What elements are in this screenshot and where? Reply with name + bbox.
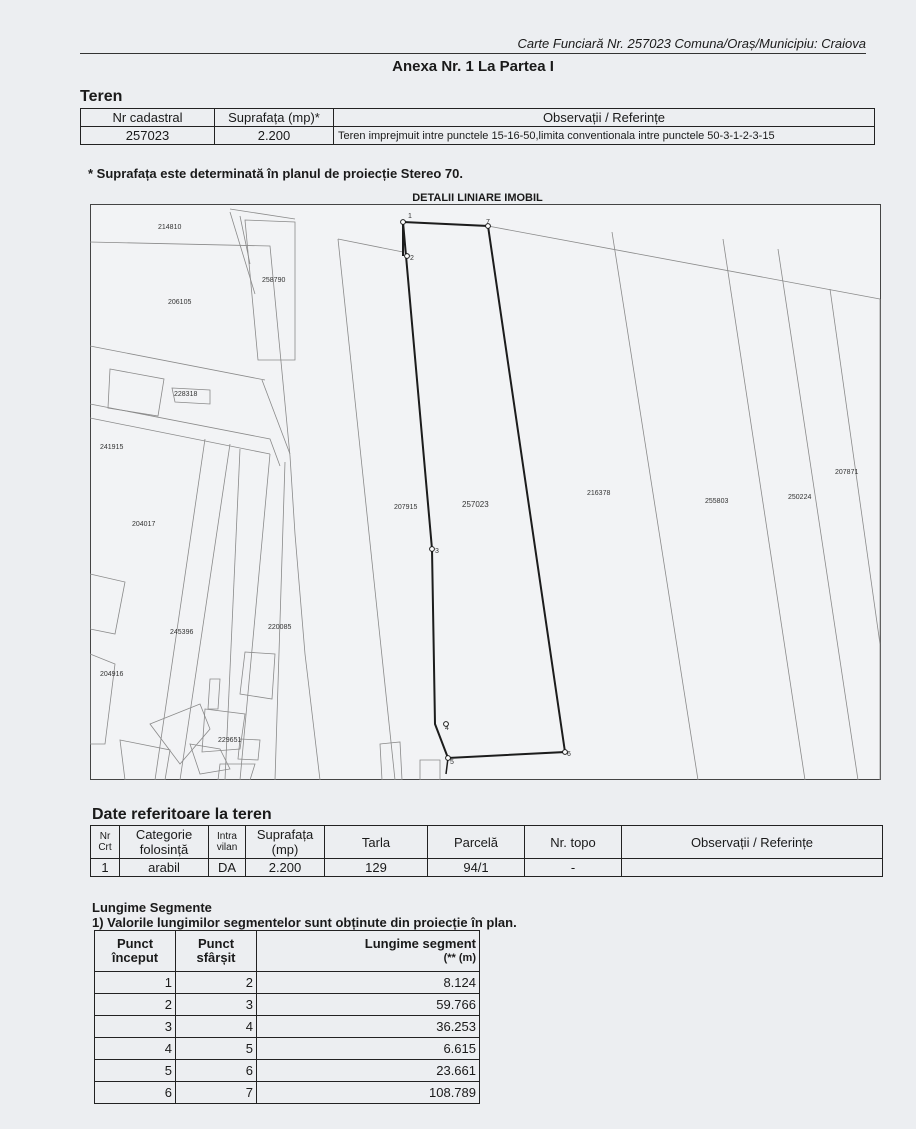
seg-length: 6.615 xyxy=(257,1038,480,1060)
table-row xyxy=(95,972,480,994)
seg-start: 4 xyxy=(95,1038,176,1060)
seg-length: 59.766 xyxy=(257,994,480,1016)
seg-start: 6 xyxy=(95,1082,176,1104)
surface-note: * Suprafața este determinată în planul de proiecție Stereo 70. xyxy=(88,166,463,181)
parcel-label-206105: 206105 xyxy=(168,299,192,306)
parcel-label-204017: 204017 xyxy=(132,521,156,528)
segmente-subtitle: 1) Valorile lungimilor segmentelor sunt obținute din proiecție în plan. xyxy=(92,915,517,930)
parcel-label-250224: 250224 xyxy=(788,494,812,501)
point-label-3: 3 xyxy=(435,548,439,555)
col-observatii: Observații / Referințe xyxy=(334,109,875,127)
seg-length: 8.124 xyxy=(257,972,480,994)
cadastral-map xyxy=(90,204,881,780)
table-row xyxy=(95,1038,480,1060)
parcel-label-229651: 229651 xyxy=(218,737,242,744)
col-parcela: Parcelă xyxy=(428,826,525,859)
cell-categorie: arabil xyxy=(120,859,209,877)
table-row xyxy=(95,1016,480,1038)
annex-title: Anexa Nr. 1 La Partea I xyxy=(392,58,554,75)
seg-end: 2 xyxy=(176,972,257,994)
cell-nr-cadastral: 257023 xyxy=(81,127,215,145)
col-nr-crt: Nr Crt xyxy=(91,826,120,859)
segmente-title: Lungime Segmente xyxy=(92,900,212,915)
parcel-label-257023: 257023 xyxy=(462,500,489,509)
col-suprafata: Suprafața (mp)* xyxy=(215,109,334,127)
col-intravilan: Intra vilan xyxy=(209,826,246,859)
col-observatii2: Observații / Referințe xyxy=(622,826,883,859)
parcel-label-220085: 220085 xyxy=(268,624,292,631)
table-row xyxy=(95,1082,480,1104)
point-label-1: 1 xyxy=(408,213,412,220)
col-tarla: Tarla xyxy=(325,826,428,859)
parcel-label-228318: 228318 xyxy=(174,391,198,398)
point-label-2: 2 xyxy=(410,255,414,262)
col-punct-inceput: Punct început xyxy=(95,931,176,972)
parcel-label-241915: 241915 xyxy=(100,444,124,451)
teren-table xyxy=(80,108,875,145)
segmente-table xyxy=(94,930,480,1104)
point-label-4: 4 xyxy=(445,725,449,732)
col-nr-cadastral: Nr cadastral xyxy=(81,109,215,127)
lungime-unit: (** (m) xyxy=(443,952,476,964)
date-teren-table xyxy=(90,825,883,877)
table-row xyxy=(95,1060,480,1082)
col-nr-topo: Nr. topo xyxy=(525,826,622,859)
seg-end: 4 xyxy=(176,1016,257,1038)
seg-start: 2 xyxy=(95,994,176,1016)
seg-length: 108.789 xyxy=(257,1082,480,1104)
teren-section-title: Teren xyxy=(80,88,123,105)
cell-suprafata: 2.200 xyxy=(215,127,334,145)
cell-intravilan: DA xyxy=(209,859,246,877)
parcel-label-245396: 245396 xyxy=(170,629,194,636)
col-punct-sfarsit: Punct sfârșit xyxy=(176,931,257,972)
seg-end: 5 xyxy=(176,1038,257,1060)
segmente-title-block xyxy=(92,900,517,930)
cell-parcela: 94/1 xyxy=(428,859,525,877)
seg-start: 3 xyxy=(95,1016,176,1038)
date-teren-title: Date referitoare la teren xyxy=(92,806,272,823)
parcel-label-255803: 255803 xyxy=(705,498,729,505)
cell-suprafata2: 2.200 xyxy=(246,859,325,877)
table-row xyxy=(95,994,480,1016)
seg-end: 6 xyxy=(176,1060,257,1082)
cell-observatii2 xyxy=(622,859,883,877)
col-lungime xyxy=(257,931,480,972)
cell-tarla: 129 xyxy=(325,859,428,877)
cell-nr-crt: 1 xyxy=(91,859,120,877)
point-label-7: 7 xyxy=(486,219,490,226)
parcel-label-214810: 214810 xyxy=(158,224,182,231)
seg-start: 1 xyxy=(95,972,176,994)
seg-end: 3 xyxy=(176,994,257,1016)
lungime-label: Lungime segment xyxy=(364,936,476,951)
col-categorie: Categorie folosință xyxy=(120,826,209,859)
seg-end: 7 xyxy=(176,1082,257,1104)
seg-length: 36.253 xyxy=(257,1016,480,1038)
point-label-6: 6 xyxy=(567,751,571,758)
cf-header-line: Carte Funciară Nr. 257023 Comuna/Oraș/Municipiu: Craiova xyxy=(80,36,866,54)
parcel-label-216378: 216378 xyxy=(587,490,611,497)
col-suprafata2: Suprafața (mp) xyxy=(246,826,325,859)
parcel-label-204916: 204916 xyxy=(100,671,124,678)
parcel-label-207871: 207871 xyxy=(835,469,859,476)
seg-length: 23.661 xyxy=(257,1060,480,1082)
parcel-label-258790: 258790 xyxy=(262,277,286,284)
seg-start: 5 xyxy=(95,1060,176,1082)
point-label-5: 5 xyxy=(450,759,454,766)
map-title: DETALII LINIARE IMOBIL xyxy=(412,192,543,204)
cell-observatii: Teren imprejmuit intre punctele 15-16-50,limita conventionala intre punctele 50-3-1-2-3-15 xyxy=(334,127,875,145)
parcel-label-207915: 207915 xyxy=(394,504,418,511)
cell-nr-topo: - xyxy=(525,859,622,877)
